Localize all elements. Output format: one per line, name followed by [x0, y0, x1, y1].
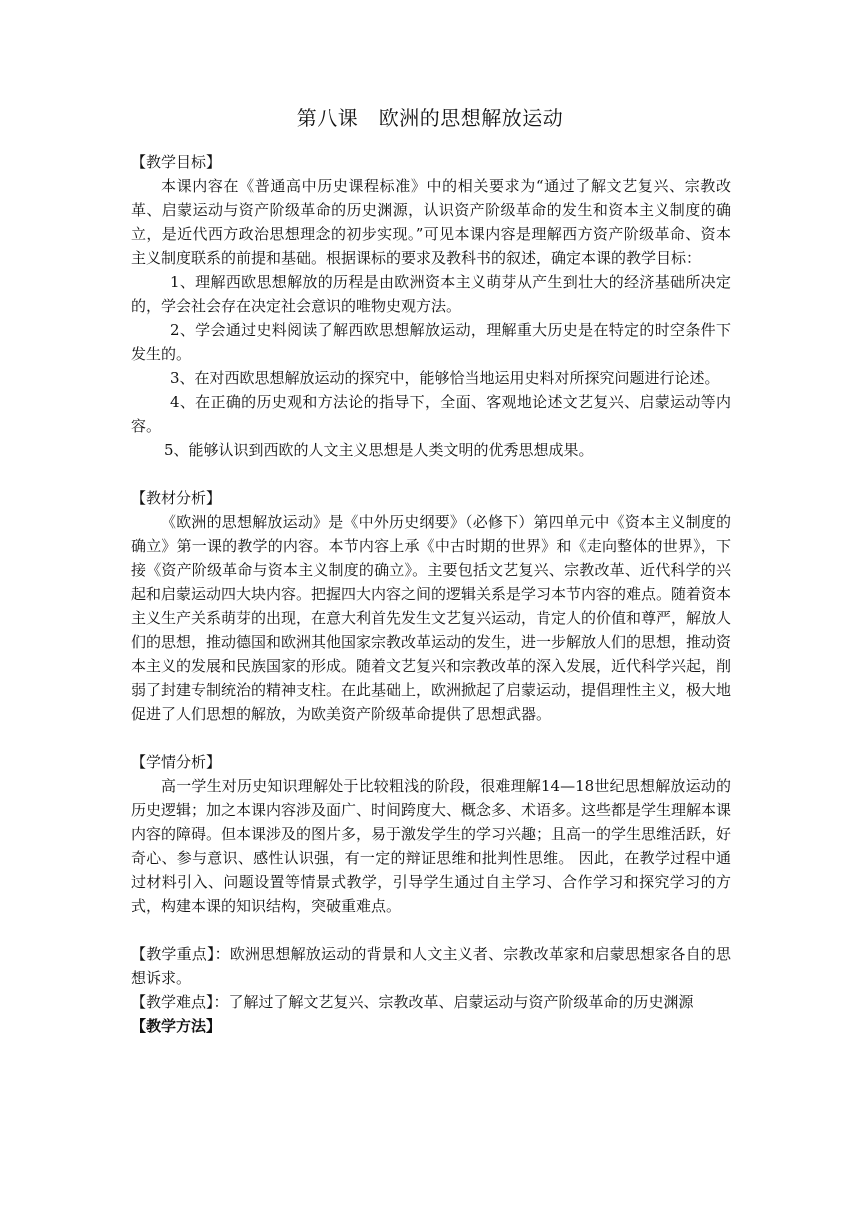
- spacer: [131, 462, 731, 486]
- section-heading-methods: 【教学方法】: [131, 1017, 222, 1035]
- difficulty-point: [131, 990, 731, 1014]
- student-analysis-text: 高一学生对历史知识理解处于比较粗浅的阶段，很难理解14—18世纪思想解放运动的历史逻辑；加之本课内容涉及面广、时间跨度大、概念多、术语多。这些都是学生理解本课内容的障碍。但本课涉及的图片多，易于激发学生的学习兴趣；且高一的学生思维活跃，好奇心、参与意识、感性认识强，有一定的辩证思维和批判性思维。 因此，在教学过程中通过材料引入、问题设置等情景式教学，引导学生通过自主学习、合作学习和探究学习的方式，构建本课的知识结构，突破重难点。: [131, 777, 732, 915]
- key-point: [131, 942, 731, 990]
- spacer: [131, 726, 731, 750]
- objective-item: 2、学会通过史料阅读了解西欧思想解放运动，理解重大历史是在特定的时空条件下发生的。: [131, 321, 731, 363]
- document-body: [131, 150, 731, 1038]
- objective-item: 3、在对西欧思想解放运动的探究中，能够恰当地运用史料对所探究问题进行论述。: [170, 369, 720, 387]
- key-point-text: ：欧洲思想解放运动的背景和人文主义者、宗教改革家和启蒙思想家各自的思想诉求。: [131, 945, 731, 987]
- section-heading-students: 【学情分析】: [131, 753, 222, 771]
- difficulty-text: ：了解过了解文艺复兴、宗教改革、启蒙运动与资产阶级革命的历史渊源: [213, 993, 694, 1011]
- material-analysis-text: 《欧洲的思想解放运动》是《中外历史纲要》（必修下）第四单元中《资本主义制度的确立》第一课的教学的内容。本节内容上承《中古时期的世界》和《走向整体的世界》，下接《资产阶级革命与资本主义制度的确立》。主要包括文艺复兴、宗教改革、近代科学的兴起和启蒙运动四大块内容。把握四大内容之间的逻辑关系是学习本节内容的难点。随着资本主义生产关系萌芽的出现，在意大利首先发生文艺复兴运动，肯定人的价值和尊严，解放人们的思想，推动德国和欧洲其他国家宗教改革运动的发生，进一步解放人们的思想，推动资本主义的发展和民族国家的形成。随着文艺复兴和宗教改革的深入发展，近代科学兴起，削弱了封建专制统治的精神支柱。在此基础上，欧洲掀起了启蒙运动，提倡理性主义，极大地促进了人们思想的解放，为欧美资产阶级革命提供了思想武器。: [131, 513, 732, 723]
- difficulty-label: 【教学难点】: [131, 993, 214, 1011]
- objectives-intro: 本课内容在《普通高中历史课程标准》中的相关要求为“通过了解文艺复兴、宗教改革、启蒙运动与资产阶级革命的历史渊源，认识资产阶级革命的发生和资本主义制度的确立，是近代西方政治思想理念的初步实现。”可见本课内容是理解西方资产阶级革命、资本主义制度联系的前提和基础。根据课标的要求及教科书的叙述，确定本课的教学目标：: [131, 177, 731, 267]
- section-heading-material: 【教材分析】: [131, 489, 222, 507]
- objective-item: 4、在正确的历史观和方法论的指导下，全面、客观地论述文艺复兴、启蒙运动等内容。: [131, 393, 731, 435]
- objective-item: 5、能够认识到西欧的人文主义思想是人类文明的优秀思想成果。: [164, 441, 594, 459]
- section-heading-objectives: 【教学目标】: [131, 153, 222, 171]
- page-title: 第八课 欧洲的思想解放运动: [296, 106, 564, 130]
- spacer: [131, 918, 731, 942]
- key-point-label: 【教学重点】: [131, 945, 215, 963]
- objective-item: 1、理解西欧思想解放的历程是由欧洲资本主义萌芽从产生到壮大的经济基础所决定的，学会社会存在决定社会意识的唯物史观方法。: [131, 273, 731, 315]
